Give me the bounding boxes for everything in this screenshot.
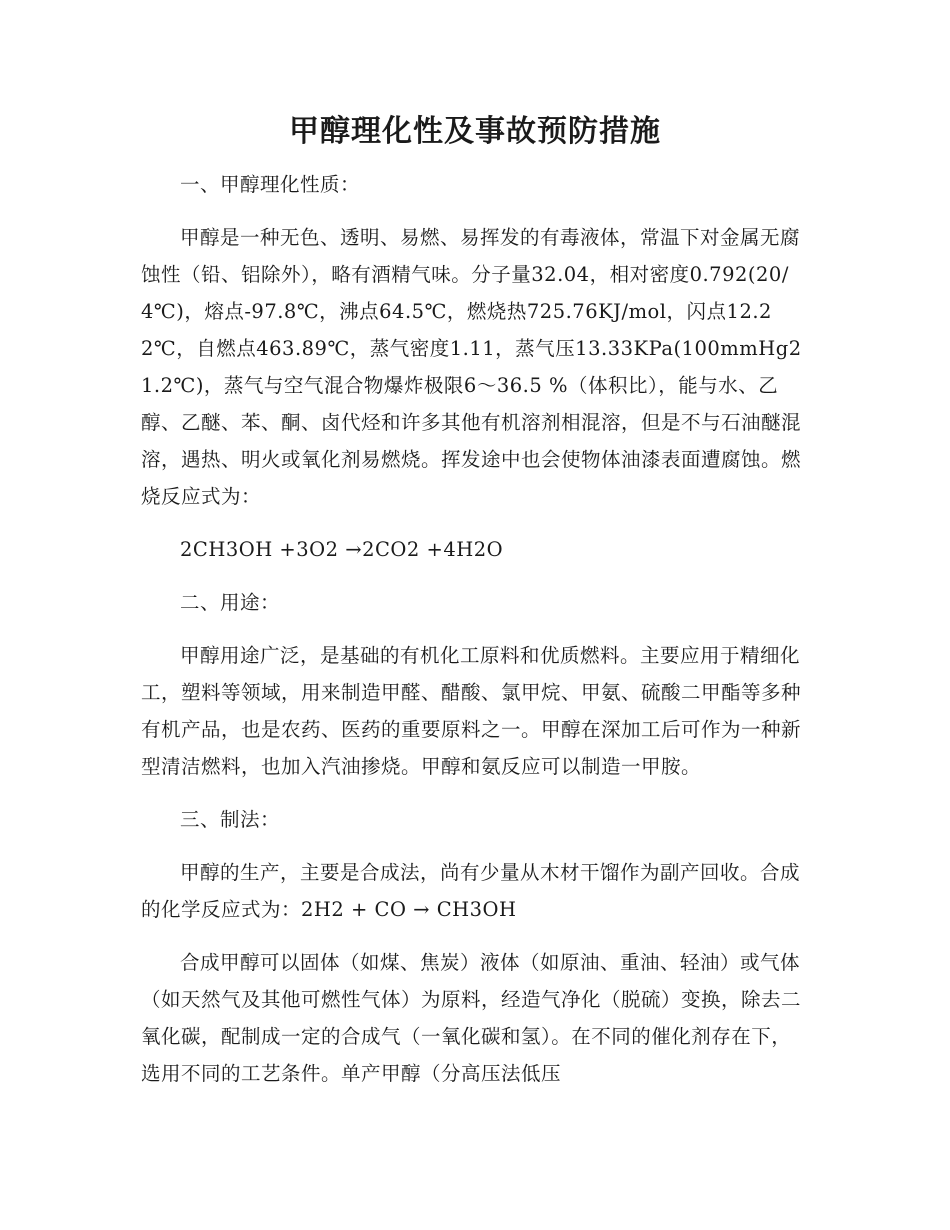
paragraph-properties: 甲醇是一种无色、透明、易燃、易挥发的有毒液体，常温下对金属无腐蚀性（铅、铝除外），略有酒精气味。分子量32.04，相对密度0.792(20/4℃)，熔点-97.8℃，沸点64.5℃，燃烧热725.76KJ/mol，闪点12.22℃，自燃点463.89℃，蒸气密度1.11，蒸气压13.33KPa(100mmHg21.2℃)，蒸气与空气混合物爆炸极限6～36.5 %（体积比），能与水、乙醇、乙醚、苯、酮、卤代烃和许多其他有机溶剂相混溶，但是不与石油醚混溶，遇热、明火或氧化剂易燃烧。挥发途中也会使物体油漆表面遭腐蚀。燃烧反应式为： [141, 226, 802, 508]
document-title: 甲醇理化性及事故预防措施 [289, 114, 661, 149]
paragraph-production-2: 合成甲醇可以固体（如煤、焦炭）液体（如原油、重油、轻油）或气体（如天然气及其他可燃性气体）为原料，经造气净化（脱硫）变换，除去二氧化碳，配制成一定的合成气（一氧化碳和氢）。在不同的催化剂存在下，选用不同的工艺条件。单产甲醇（分高压法低压 [141, 951, 802, 1085]
section-heading-uses: 二、用途： [180, 591, 281, 614]
section-heading-properties: 一、甲醇理化性质： [180, 173, 361, 196]
paragraph-production-1: 甲醇的生产，主要是合成法，尚有少量从木材干馏作为副产回收。合成的化学反应式为：2H2 + CO → CH3OH [141, 861, 801, 921]
paragraph-uses: 甲醇用途广泛，是基础的有机化工原料和优质燃料。主要应用于精细化工，塑料等领域，用来制造甲醛、醋酸、氯甲烷、甲氨、硫酸二甲酯等多种有机产品，也是农药、医药的重要原料之一。甲醇在深加工后可作为一种新型清洁燃料，也加入汽油掺烧。甲醇和氨反应可以制造一甲胺。 [141, 644, 802, 778]
combustion-equation: 2CH3OH +3O2 →2CO2 +4H2O [180, 538, 504, 561]
section-heading-production: 三、制法： [180, 808, 281, 831]
document-body [141, 166, 811, 1092]
